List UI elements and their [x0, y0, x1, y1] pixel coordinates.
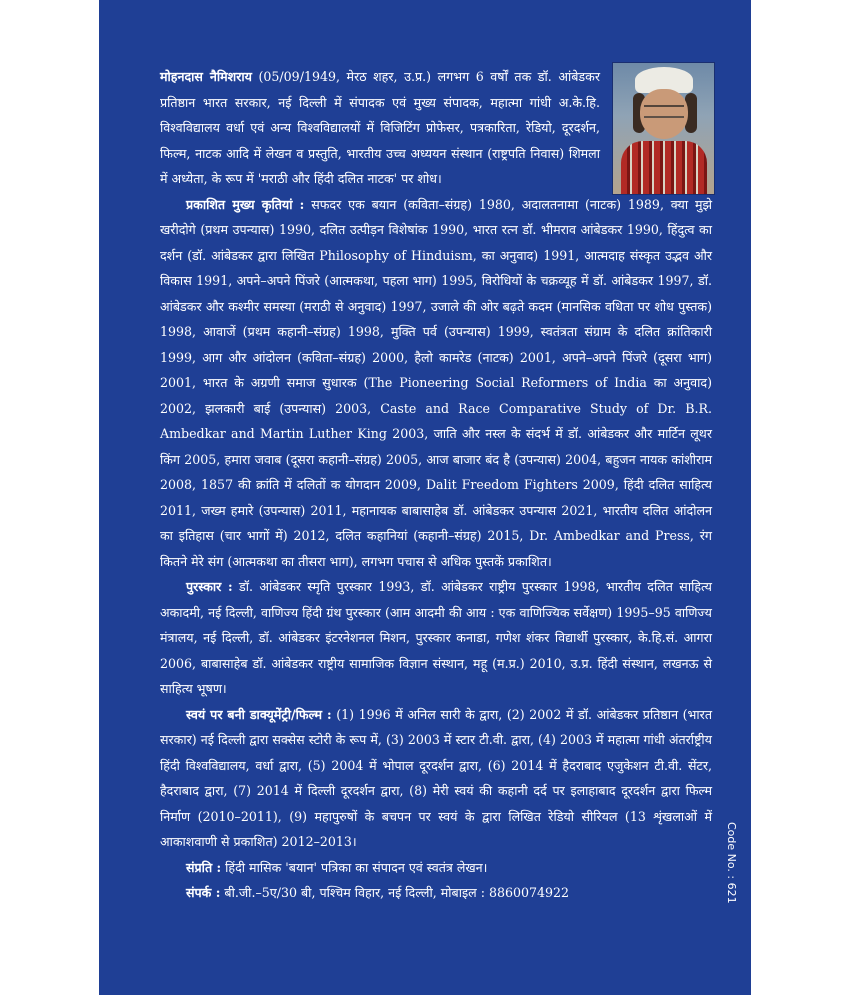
works-text: सफदर एक बयान (कविता–संग्रह) 1980, अदालतनामा (नाटक) 1989, क्या मुझे खरीदोगे (प्रथम उपन्यास) 1990, दलित उत्पीड़न विशेषांक 1990, भारत रत्न डॉ. भीमराव आंबेडकर 1990, हिंदुत्व का दर्शन (डॉ. आंबेडकर द्वारा लिखित Philosophy of Hinduism, का अनुवाद) 1991, आत्मदाह संस्कृत उद्भव और विकास 1991, अपने–अपने पिंजरे (आत्मकथा, पहला भाग) 1995, विरोधियों के चक्रव्यूह में डॉ. आंबेडकर 1997, डॉ. आंबेडकर और कश्मीर समस्या (मराठी से अनुवाद) 1997, उजाले की ओर बढ़ते कदम (मानसिक वधिता पर शोध पुस्तक) 1998, आवाजें (प्रथम कहानी–संग्रह) 1998, मुक्ति पर्व (उपन्यास) 1999, स्वतंत्रता संग्राम के दलित क्रांतिकारी 1999, आग और आंदोलन (कविता–संग्रह) 2000, हैलो कामरेड (नाटक) 2001, अपने–अपने पिंजरे (दूसरा भाग) 2001, भारत के अग्रणी समाज सुधारक (The Pioneering Social Reformers of India का अनुवाद) 2002, झलकारी बाई (उपन्यास) 2003, Caste and Race Comparative Study of Dr. B.R. Ambedkar and Martin Luther King 2003, जाति और नस्ल के संदर्भ में डॉ. आंबेडकर और मार्टिन लूथर किंग 2005, हमारा जवाब (दूसरा कहानी–संग्रह) 2005, आज बाजार बंद है (उपन्यास) 2004, बहुजन नायक कांशीराम 2008, 1857 की क्रांति में दलितों क योगदान 2009, Dalit Freedom Fighters 2009, हिंदी दलित साहित्य 2011, जख्म हमारे (उपन्यास) 2011, महानायक बाबासाहेब डॉ. आंबेडकर उपन्यास 2021, भारतीय दलित आंदोलन का इतिहास (चार भागों में) 2012, दलित कहानियां (कहानी–संग्रह) 2015, Dr. Ambedkar and Press, रंग कितने मेरे संग (आत्मकथा का तीसरा भाग), लगभग पचास से अधिक पुस्तकें प्रकाशित।: [160, 196, 712, 569]
bio-intro: (05/09/1949, मेरठ शहर, उ.प्र.) लगभग 6 वर्षों तक डॉ. आंबेडकर प्रतिष्ठान भारत सरकार, नई दिल्ली में संपादक एवं मुख्य संपादक, महात्मा गांधी अ.के.हि. विश्वविद्यालय वर्धा एवं अन्य विश्वविद्यालयों में विजिटिंग प्रोफेसर, पत्रकारिता, रेडियो, दूरदर्शन, फिल्म, नाटक आदि में लेखन व प्रस्तुति, भारतीय उच्च अध्ययन संस्थान (राष्ट्रपति निवास) शिमला में अध्येता, के रूप में 'मराठी और हिंदी दलित नाटक' पर शोध।: [160, 69, 600, 186]
awards-text: डॉ. आंबेडकर स्मृति पुरस्कार 1993, डॉ. आंबेडकर राष्ट्रीय पुरस्कार 1998, भारतीय दलित साहित्य अकादमी, नई दिल्ली, वाणिज्य हिंदी ग्रंथ पुरस्कार (आम आदमी की आय : एक वाणिज्यिक सर्वेक्षण) 1995–95 वाणिज्य मंत्रालय, नई दिल्ली, डॉ. आंबेडकर इंटरनेशनल मिशन, पुरस्कार कनाडा, गणेश शंकर विद्यार्थी पुरस्कार, के.हि.सं. आगरा 2006, बाबासाहेब डॉ. आंबेडकर राष्ट्रीय सामाजिक विज्ञान संस्थान, महू (म.प्र.) 2010, उ.प्र. हिंदी संस्थान, लखनऊ से साहित्य भूषण।: [160, 579, 712, 696]
contact-text: बी.जी.–5ए/30 बी, पश्चिम विहार, नई दिल्ली, मोबाइल : 8860074922: [220, 885, 570, 900]
current-text: हिंदी मासिक 'बयान' पत्रिका का संपादन एवं स्वतंत्र लेखन।: [221, 859, 488, 875]
works-paragraph: [160, 192, 712, 575]
contact-heading: संपर्क :: [186, 885, 221, 900]
works-heading: प्रकाशित मुख्य कृतियां :: [186, 196, 305, 212]
author-name: मोहनदास नैमिशराय: [160, 69, 252, 84]
awards-heading: पुरस्कार :: [186, 579, 233, 594]
films-heading: स्वयं पर बनी डाक्यूमेंट्री/फिल्म :: [186, 706, 332, 722]
code-number: Code No. : 621: [725, 822, 738, 904]
films-paragraph: [160, 702, 712, 855]
films-text: (1) 1996 में अनिल सारी के द्वारा, (2) 2002 में डॉ. आंबेडकर प्रतिष्ठान (भारत सरकार) नई दिल्ली द्वारा सक्सेस स्टोरी के रूप में, (3) 2003 में स्टार टी.वी. द्वारा, (4) 2003 में महात्मा गांधी अंतर्राष्ट्रीय हिंदी विश्वविद्यालय, वर्धा द्वारा, (5) 2004 में भोपाल दूरदर्शन द्वारा, (6) 2014 में हैदराबाद एजुकेशन टी.वी. सेंटर, हैदराबाद द्वारा, (7) 2014 में दिल्ली दूरदर्शन द्वारा, (8) मेरी स्वयं की कहानी दर्द पर इलाहाबाद दूरदर्शन द्वारा फिल्म निर्माण (2010–2011), (9) महापुरुषों के बचपन पर स्वयं के द्वारा लिखित रेडियो सीरियल (13 शृंखलाओं में आकाशवाणी से प्रकाशित) 2012–2013।: [160, 706, 712, 849]
current-paragraph: [160, 855, 712, 881]
awards-paragraph: [160, 574, 712, 702]
bio-paragraph: [160, 64, 600, 192]
current-heading: संप्रति :: [186, 859, 222, 875]
author-bio-text: [160, 64, 712, 906]
contact-paragraph: [160, 880, 712, 906]
